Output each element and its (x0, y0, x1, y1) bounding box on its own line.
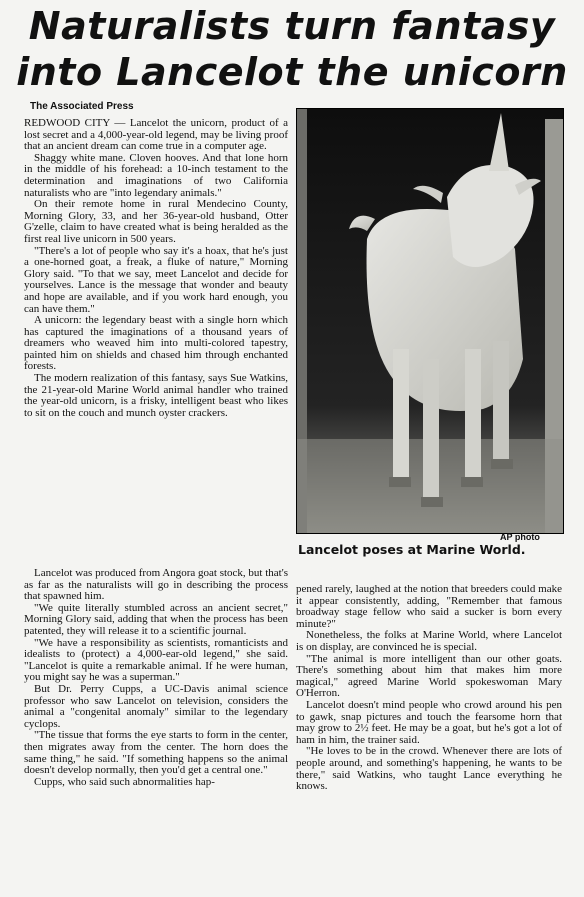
paragraph: "He loves to be in the crowd. Whenever there are lots of people around, and something's happening, he wants to be there," said Watkins, who taught Lance everything he knows. (296, 745, 562, 793)
article-column-1-lower (24, 568, 288, 788)
paragraph: Nonetheless, the folks at Marine World, where Lancelot is on display, are convinced he is special. (296, 629, 562, 653)
headline-line-1: Naturalists turn fantasy (28, 4, 556, 48)
headline-line-2: into Lancelot the unicorn (16, 50, 568, 94)
byline: The Associated Press (30, 101, 134, 112)
paragraph: Cupps, who said such abnormalities hap- (34, 775, 215, 788)
paragraph: "There's a lot of people who say it's a hoax, that he's just a one-horned goat, a freak, a fluke of nature," Morning Glory said. "To that we say, meet Lancelot and decide for yourselves. Lance is the message that wonder and beauty and hope are available, and if you work hard enough, you can have them." (24, 244, 288, 315)
article-column-1 (24, 118, 288, 419)
paragraph: pened rarely, laughed at the notion that breeders could make it appear consistently, adding, "Remember that famous broadway stage fellow who said a sucker is born every minute?" (296, 583, 562, 630)
photo-credit: AP photo (500, 532, 540, 542)
article-column-2 (296, 584, 562, 793)
paragraph: REDWOOD CITY — Lancelot the unicorn, product of a lost secret and a 4,000-year-old legend, may be living proof that an ancient dream can come true in a computer age. (24, 117, 288, 153)
paragraph: Shaggy white mane. Cloven hooves. And that lone horn in the middle of his forehead: a 10-inch testament to the determination and imaginations of two California naturalists who are "into legendary animals." (24, 151, 288, 199)
unicorn-photo (296, 108, 564, 534)
paragraph: But Dr. Perry Cupps, a UC-Davis animal science professor who saw Lancelot on television, considers the animal a "congenital anomaly" similar to the legendary cyclops. (24, 682, 288, 730)
paragraph: Lancelot was produced from Angora goat stock, but that's as far as the naturalists will go in describing the process that spawned him. (24, 567, 288, 603)
paragraph: A unicorn: the legendary beast with a single horn which has captured the imaginations of a thousand years of dreamers who weaved him into multi-colored tapestry, painted him on shields and chased him through enchanted forests. (24, 314, 288, 373)
paragraph: Lancelot doesn't mind people who crowd around his pen to gawk, snap pictures and touch the fearsome horn that may grow to 2½ feet. He may be a goat, but he's got a lot of ham in him, the trainer said. (296, 698, 562, 746)
paragraph: "The animal is more intelligent than our other goats. There's something about him that makes him more magical," agreed Marine World spokeswoman Mary O'Herron. (296, 652, 562, 700)
paragraph: "We quite literally stumbled across an ancient secret," Morning Glory said, adding that when the process has been patented, they will release it to a scientific journal. (24, 601, 288, 637)
goat-illustration (297, 109, 563, 533)
paragraph: "The tissue that forms the eye starts to form in the center, then migrates away from the center. The horn does the same thing," he said. "If something happens so the animal doesn't develop normally, then you'd get a central one." (24, 729, 288, 777)
paragraph: "We have a responsibility as scientists, romanticists and idealists to (protect) a 4,000-ear-old legend," she said. "Lancelot is quite a remarkable animal. If he were human, you might say he was a superman." (24, 636, 288, 684)
paragraph: The modern realization of this fantasy, says Sue Watkins, the 21-year-old Marine World animal handler who trained the year-old unicorn, is a frisky, intelligent beast who likes to sit on the couch and munch oyster crackers. (24, 372, 288, 419)
photo-caption: Lancelot poses at Marine World. (298, 542, 526, 557)
paragraph: On their remote home in rural Mendecino County, Morning Glory, 33, and her 36-year-old husband, Otter G'zelle, claim to have created what is being heralded as the first real live unicorn in 500 years. (24, 198, 288, 245)
